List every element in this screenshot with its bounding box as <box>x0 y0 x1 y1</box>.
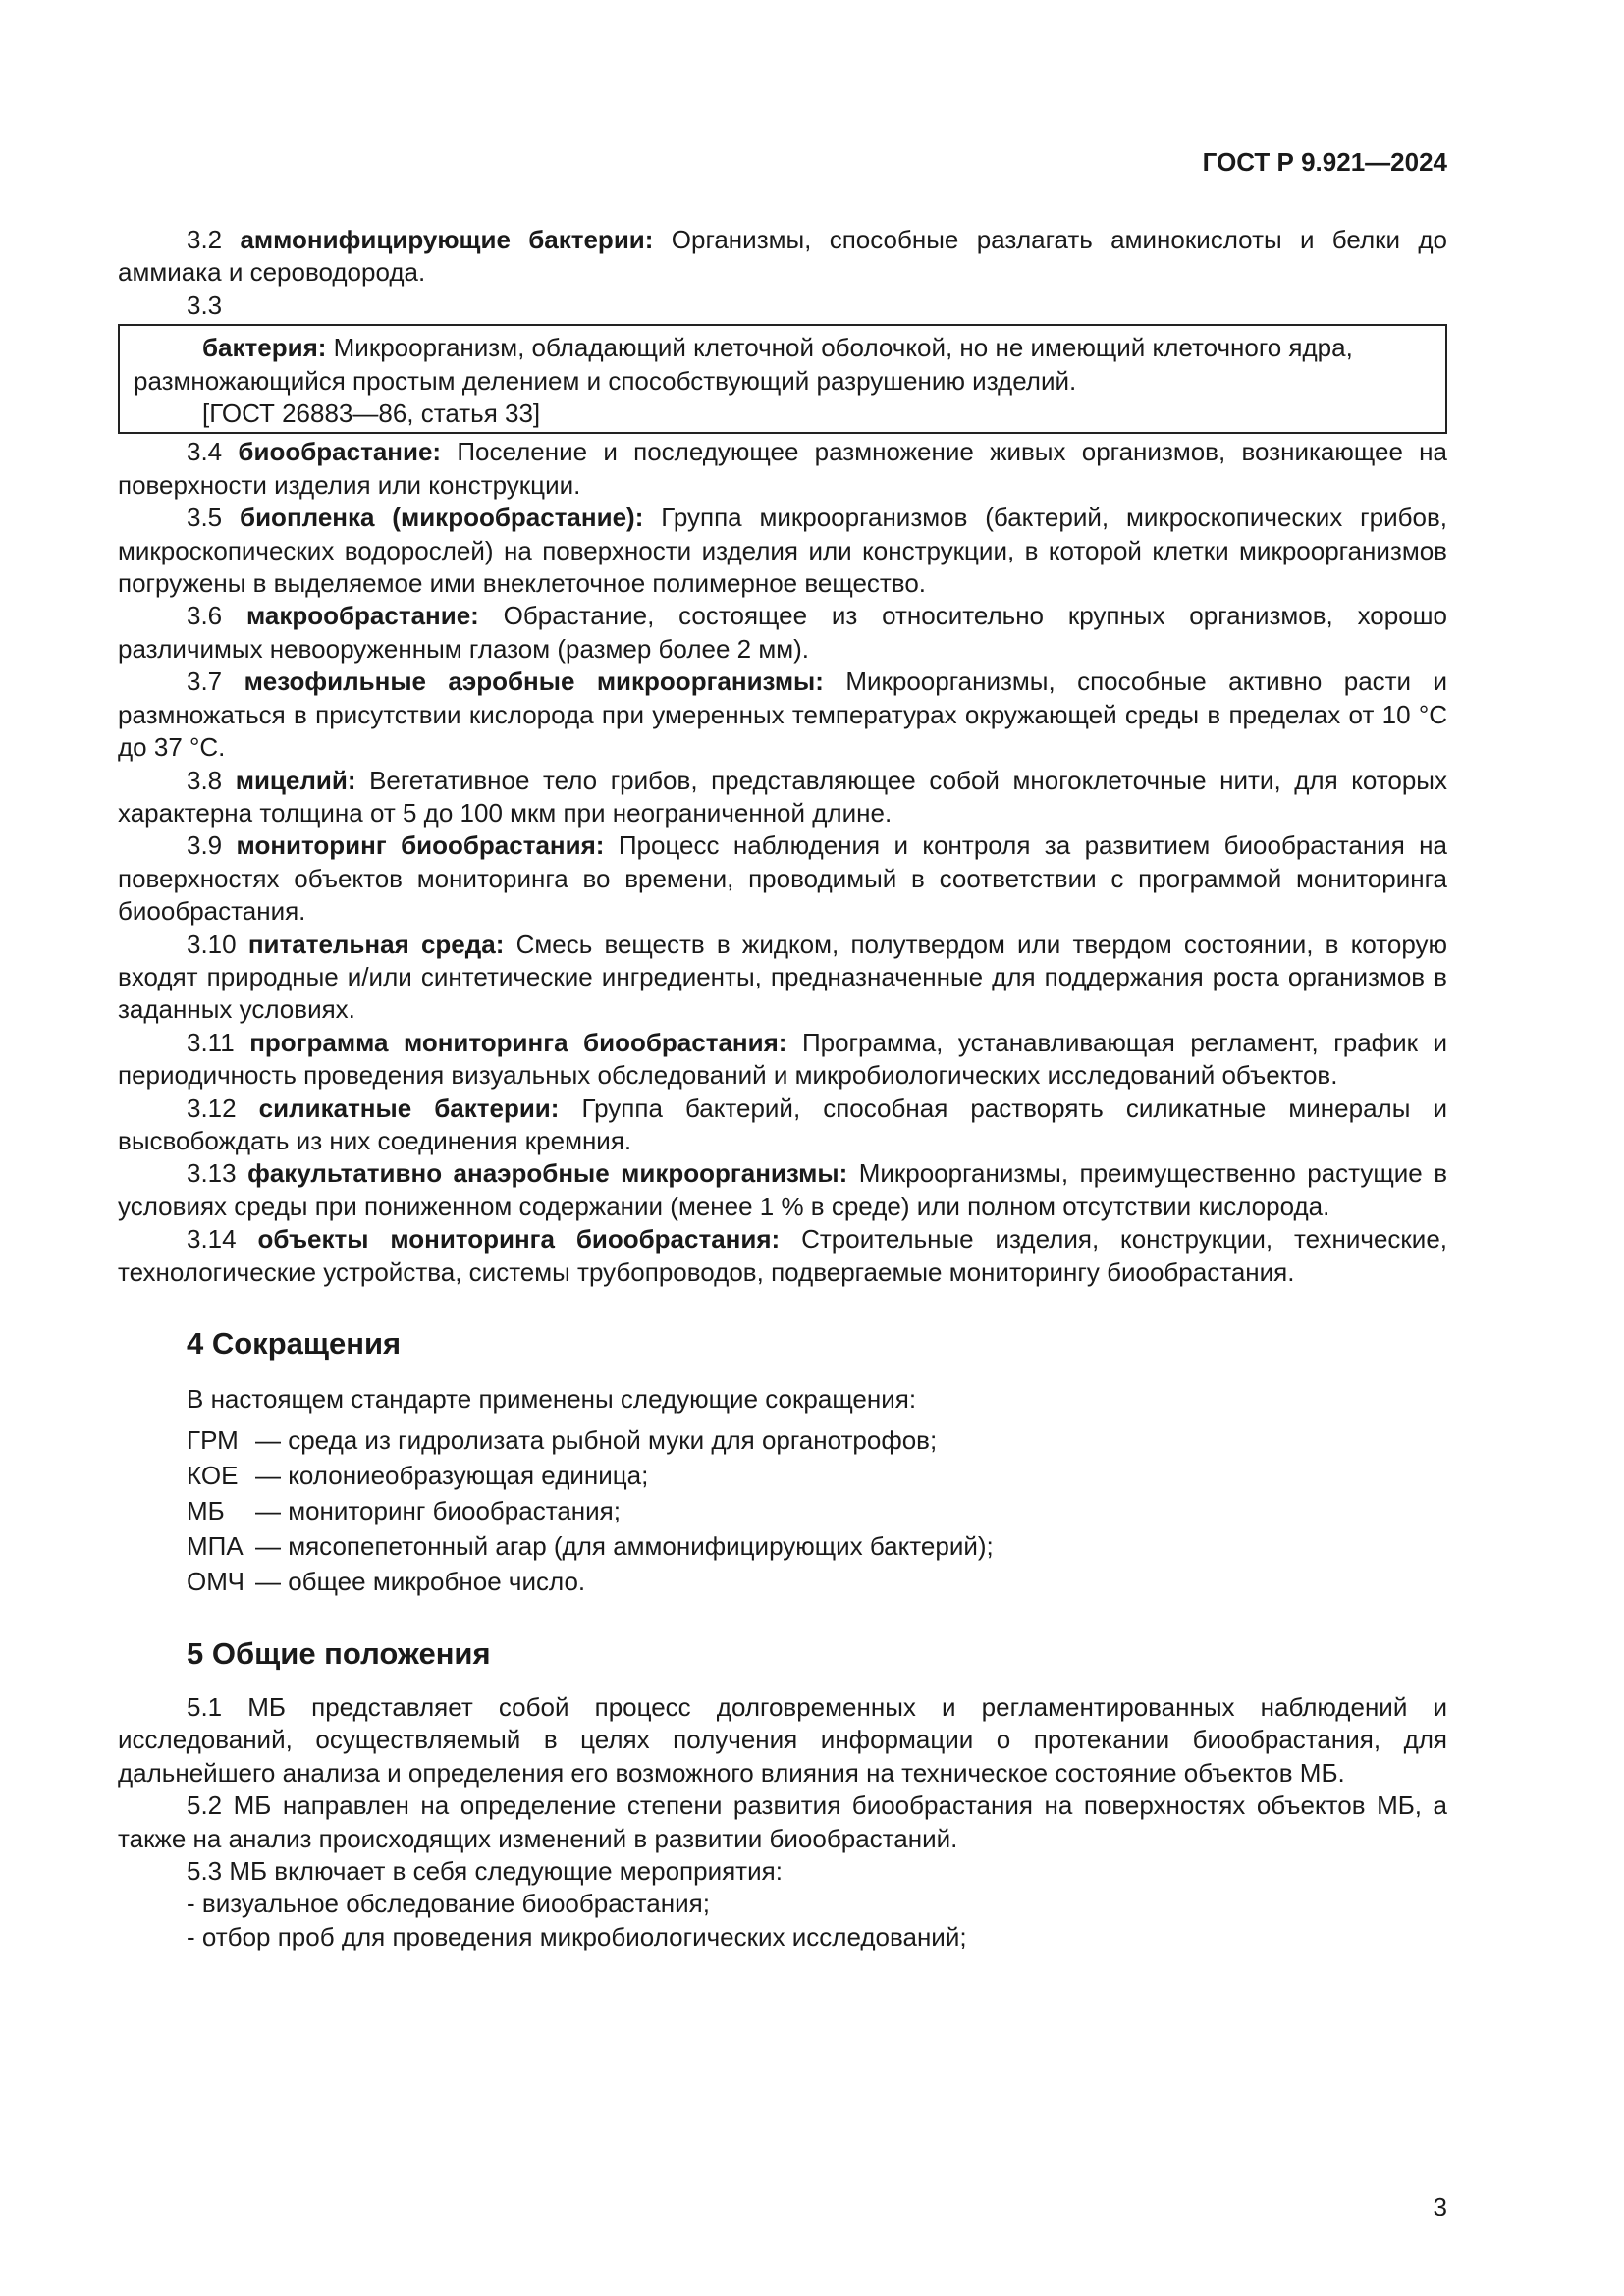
term-name: факультативно анаэробные микроорганизмы: <box>247 1158 848 1189</box>
term-name: макрообрастание: <box>245 601 479 631</box>
abbreviations-list <box>187 1422 1447 1599</box>
term-name: мезофильные аэробные микроорганизмы: <box>244 667 824 697</box>
term-name: питательная среда: <box>247 929 505 959</box>
term-3-2: 3.2 аммонифицирующие бактерии: Организмы, способные разлагать аминокислоты и белки до аммиака и сероводорода. <box>118 225 1447 288</box>
term-name: силикатные бактерии: <box>258 1093 560 1123</box>
abbreviation-item: МПА — мясопепетонный агар (для аммонифицирующих бактерий); <box>187 1531 994 1561</box>
boxed-reference: [ГОСТ 26883—86, статья 33] <box>202 399 541 429</box>
paragraph-5-1: 5.1 МБ представляет собой процесс долговременных и регламентированных наблюдений и исследований, осуществляемый в целях получения информации о протекании биообрастания, для дальнейшего анализа и определения его возможного влияния на техническое состояние объектов МБ. <box>118 1692 1447 1788</box>
term-definition: Вегетативное тело грибов, представляющее собой многоклеточные нити, для которых характерна толщина от 5 до 100 мкм при неограниченной длине. <box>118 765 1447 828</box>
term-name: бактерия: <box>202 333 327 363</box>
section-4-heading: 4 Сокращения <box>187 1326 402 1361</box>
document-header: ГОСТ Р 9.921—2024 <box>1202 147 1447 177</box>
term-definition: Группа бактерий, способная растворять силикатные минералы и высвобождать из них соединения кремния. <box>118 1093 1447 1155</box>
term-3-11: 3.11 программа мониторинга биообрастания: Программа, устанавливающая регламент, график и периодичность проведения визуальных обследований и микробиологических исследований объектов. <box>118 1027 1448 1091</box>
term-definition: Программа, устанавливающая регламент, график и периодичность проведения визуальных обследований и микробиологических исследований объектов. <box>118 1027 1448 1091</box>
term-3-6: 3.6 макрообрастание: Обрастание, состоящее из относительно крупных организмов, хорошо различимых невооруженным глазом (размер более 2 мм). <box>118 601 1447 664</box>
term-name: программа мониторинга биообрастания: <box>249 1027 787 1057</box>
term-name: аммонифицирующие бактерии: <box>240 225 654 254</box>
term-definition: Группа микроорганизмов (бактерий, микроскопических грибов, микроскопических водорослей) на поверхности изделия или конструкции, в которой клетки микроорганизмов погружены в выделяемое ими внеклеточное полимерное вещество. <box>118 503 1448 599</box>
term-definition: Микроорганизмы, преимущественно растущие в условиях среды при пониженном содержании (менее 1 % в среде) или полном отсутствии кислорода. <box>118 1158 1448 1221</box>
bullet-item: - визуальное обследование биообрастания; <box>187 1889 710 1919</box>
term-definition: Процесс наблюдения и контроля за развитием биообрастания на поверхностях объектов мониторинга во времени, проводимый в соответствии с программой мониторинга биообрастания. <box>118 830 1447 927</box>
abbreviation-item: ОМЧ — общее микробное число. <box>187 1567 586 1596</box>
abbreviation-item: КОЕ — колониеобразующая единица; <box>187 1461 649 1490</box>
term-definition: Смесь веществ в жидком, полутвердом или твердом состоянии, в которую входят природные и/или синтетические ингредиенты, предназначенные для поддержания роста организмов в заданных условиях. <box>118 929 1447 1025</box>
term-name: объекты мониторинга биообрастания: <box>257 1224 781 1255</box>
paragraph-5-3: 5.3 МБ включает в себя следующие мероприятия: <box>187 1856 783 1887</box>
term-definition: Строительные изделия, конструкции, технические, технологические устройства, системы трубопроводов, подвергаемые мониторингу биообрастания. <box>118 1224 1447 1287</box>
paragraph-5-2: 5.2 МБ направлен на определение степени развития биообрастания на поверхностях объектов МБ, а также на анализ происходящих изменений в развитии биообрастаний. <box>118 1790 1447 1853</box>
term-3-9: 3.9 мониторинг биообрастания: Процесс наблюдения и контроля за развитием биообрастания на поверхностях объектов мониторинга во времени, проводимый в соответствии с программой мониторинга биообрастания. <box>118 830 1447 927</box>
boxed-term <box>134 332 1432 398</box>
term-name: биопленка (микрообрастание): <box>240 503 644 533</box>
term-3-8: 3.8 мицелий: Вегетативное тело грибов, представляющее собой многоклеточные нити, для которых характерна толщина от 5 до 100 мкм при неограниченной длине. <box>118 765 1447 828</box>
section-5-heading: 5 Общие положения <box>187 1636 491 1671</box>
term-3-5: 3.5 биопленка (микрообрастание): Группа микроорганизмов (бактерий, микроскопических грибов, микроскопических водорослей) на поверхности изделия или конструкции, в которой клетки микроорганизмов погружены в выделяемое ими внеклеточное полимерное вещество. <box>118 503 1448 599</box>
term-definition: Поселение и последующее размножение живых организмов, возникающее на поверхности изделия или конструкции. <box>118 437 1447 500</box>
term-name: мониторинг биообрастания: <box>236 830 605 861</box>
abbreviation-item: МБ — мониторинг биообрастания; <box>187 1496 621 1525</box>
abbreviation-item: ГРМ — среда из гидролизата рыбной муки для органотрофов; <box>187 1425 938 1455</box>
term-name: биообрастание: <box>238 437 442 467</box>
abbreviations-intro: В настоящем стандарте применены следующие сокращения: <box>187 1384 917 1414</box>
term-definition: Микроорганизмы, способные активно расти и размножаться в присутствии кислорода при умеренных температурах окружающей среды в пределах от 10 °С до 37 °С. <box>118 667 1447 763</box>
term-definition: Микроорганизм, обладающий клеточной оболочкой, но не имеющий клеточного ядра, размножающийся простым делением и способствующий разрушению изделий. <box>134 333 1353 396</box>
term-3-7: 3.7 мезофильные аэробные микроорганизмы: Микроорганизмы, способные активно расти и размножаться в присутствии кислорода при умеренных температурах окружающей среды в пределах от 10 °С до 37 °С. <box>118 667 1447 763</box>
term-definition: Организмы, способные разлагать аминокислоты и белки до аммиака и сероводорода. <box>118 225 1447 288</box>
term-3-13: 3.13 факультативно анаэробные микроорганизмы: Микроорганизмы, преимущественно растущие в условиях среды при пониженном содержании (менее 1 % в среде) или полном отсутствии кислорода. <box>118 1158 1448 1221</box>
bullet-item: - отбор проб для проведения микробиологических исследований; <box>187 1921 967 1951</box>
term-3-10: 3.10 питательная среда: Смесь веществ в жидком, полутвердом или твердом состоянии, в которую входят природные и/или синтетические ингредиенты, предназначенные для поддержания роста организмов в заданных условиях. <box>118 929 1447 1025</box>
document-body <box>118 224 1447 1953</box>
boxed-definition <box>118 324 1447 434</box>
term-3-12: 3.12 силикатные бактерии: Группа бактерий, способная растворять силикатные минералы и высвобождать из них соединения кремния. <box>118 1093 1447 1155</box>
term-3-4: 3.4 биообрастание: Поселение и последующее размножение живых организмов, возникающее на поверхности изделия или конструкции. <box>118 437 1447 500</box>
term-definition: Обрастание, состоящее из относительно крупных организмов, хорошо различимых невооруженным глазом (размер более 2 мм). <box>118 601 1447 664</box>
term-name: мицелий: <box>235 765 356 795</box>
page-number: 3 <box>1433 2192 1447 2221</box>
term-3-3: 3.3 <box>187 290 223 320</box>
term-3-14: 3.14 объекты мониторинга биообрастания: Строительные изделия, конструкции, технические, технологические устройства, системы трубопроводов, подвергаемые мониторингу биообрастания. <box>118 1224 1447 1287</box>
